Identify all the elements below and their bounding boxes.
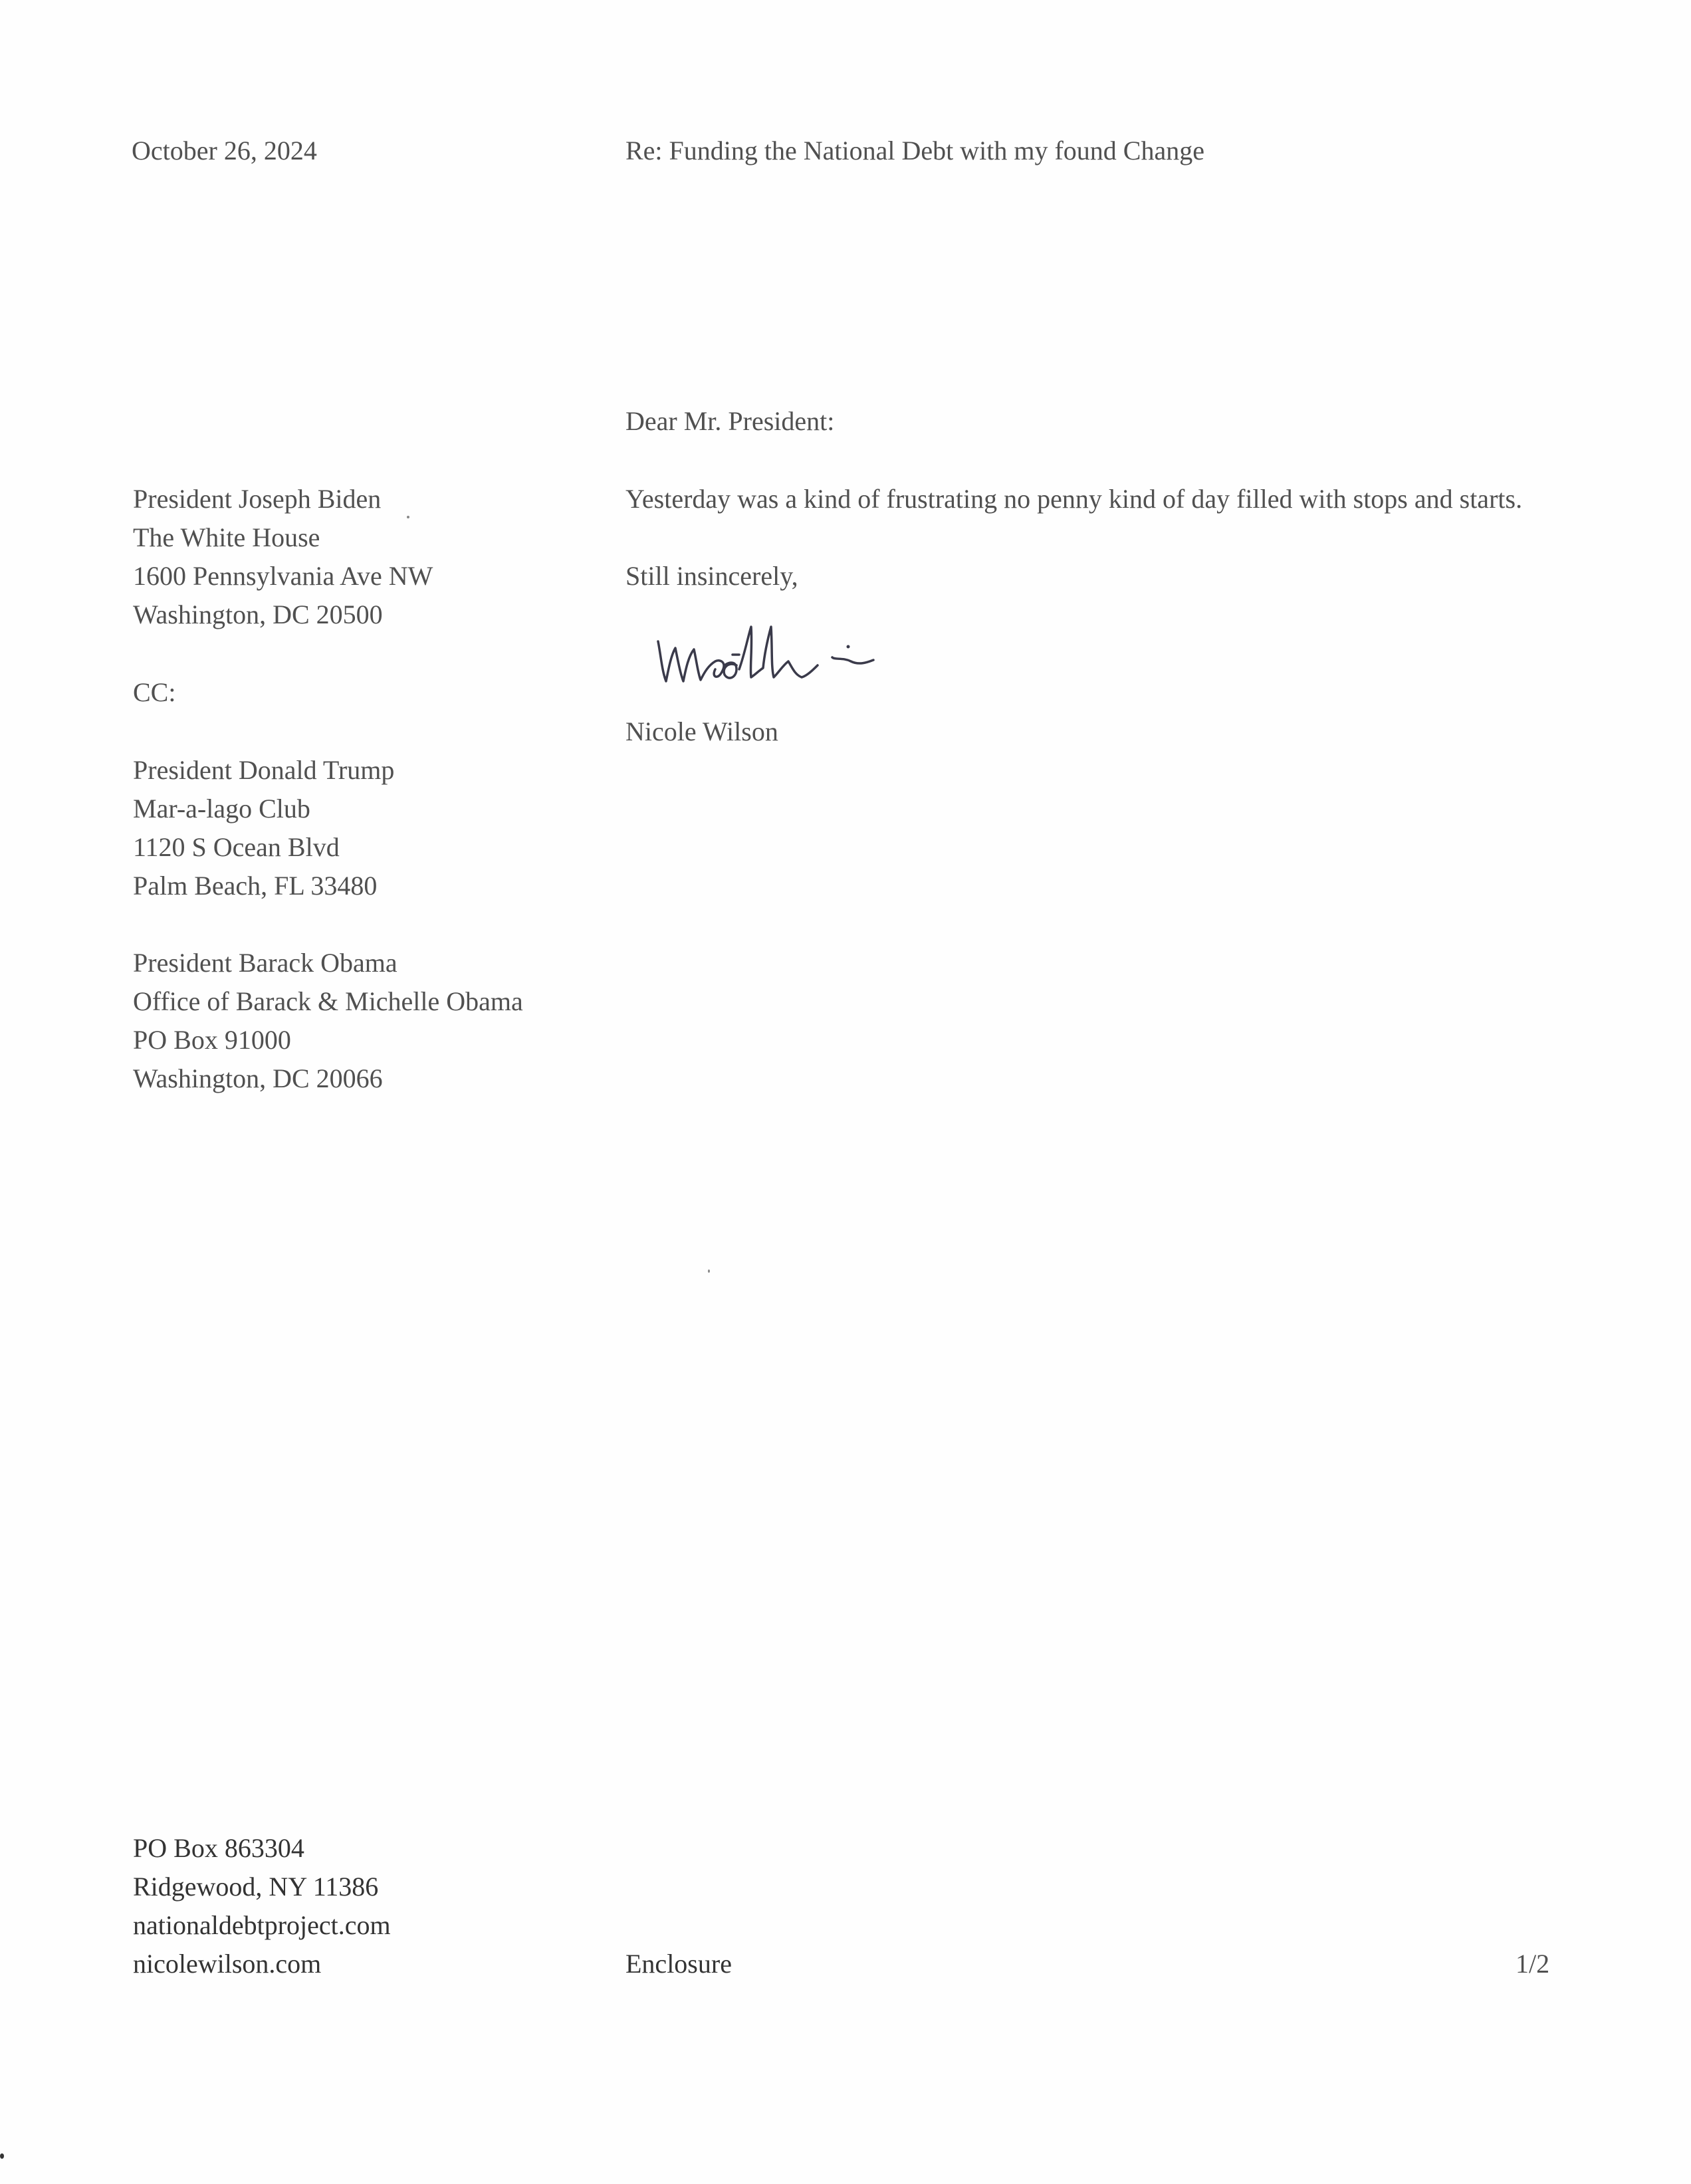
address-line: Ridgewood, NY 11386: [133, 1872, 379, 1902]
signer-name: Nicole Wilson: [625, 716, 778, 746]
closing: Still insincerely,: [625, 561, 798, 591]
address-line: PO Box 91000: [133, 1025, 291, 1055]
address-line: The White House: [133, 522, 320, 552]
cc-label: CC:: [133, 677, 176, 707]
address-line: Office of Barack & Michelle Obama: [133, 986, 523, 1016]
website-line: nicolewilson.com: [133, 1949, 322, 1979]
sender-address: [133, 1829, 391, 1983]
page-number: 1/2: [1516, 1949, 1550, 1979]
address-line: 1600 Pennsylvania Ave NW: [133, 561, 433, 591]
enclosure-note: Enclosure: [625, 1949, 732, 1979]
scan-speck: [407, 516, 409, 518]
website-line: nationaldebtproject.com: [133, 1910, 391, 1940]
address-line: Washington, DC 20500: [133, 600, 383, 629]
cc-address-obama: [133, 944, 523, 1098]
letter-date: October 26, 2024: [132, 136, 317, 165]
address-line: President Donald Trump: [133, 755, 395, 785]
salutation: Dear Mr. President:: [625, 406, 835, 436]
scan-speck: [708, 1269, 710, 1273]
scan-speck: [0, 2153, 4, 2159]
address-line: 1120 S Ocean Blvd: [133, 832, 340, 862]
body-paragraph: Yesterday was a kind of frustrating no penny kind of day filled with stops and starts.: [625, 484, 1523, 514]
recipient-address: [133, 480, 433, 634]
subject-line: Re: Funding the National Debt with my found Change: [625, 136, 1204, 165]
address-line: Washington, DC 20066: [133, 1063, 383, 1093]
address-line: Palm Beach, FL 33480: [133, 871, 378, 901]
address-line: President Barack Obama: [133, 948, 397, 978]
address-line: Mar-a-lago Club: [133, 794, 310, 823]
cc-address-trump: [133, 751, 394, 905]
handwritten-signature: [651, 608, 970, 708]
address-line: President Joseph Biden: [133, 484, 382, 514]
address-line: PO Box 863304: [133, 1833, 304, 1863]
